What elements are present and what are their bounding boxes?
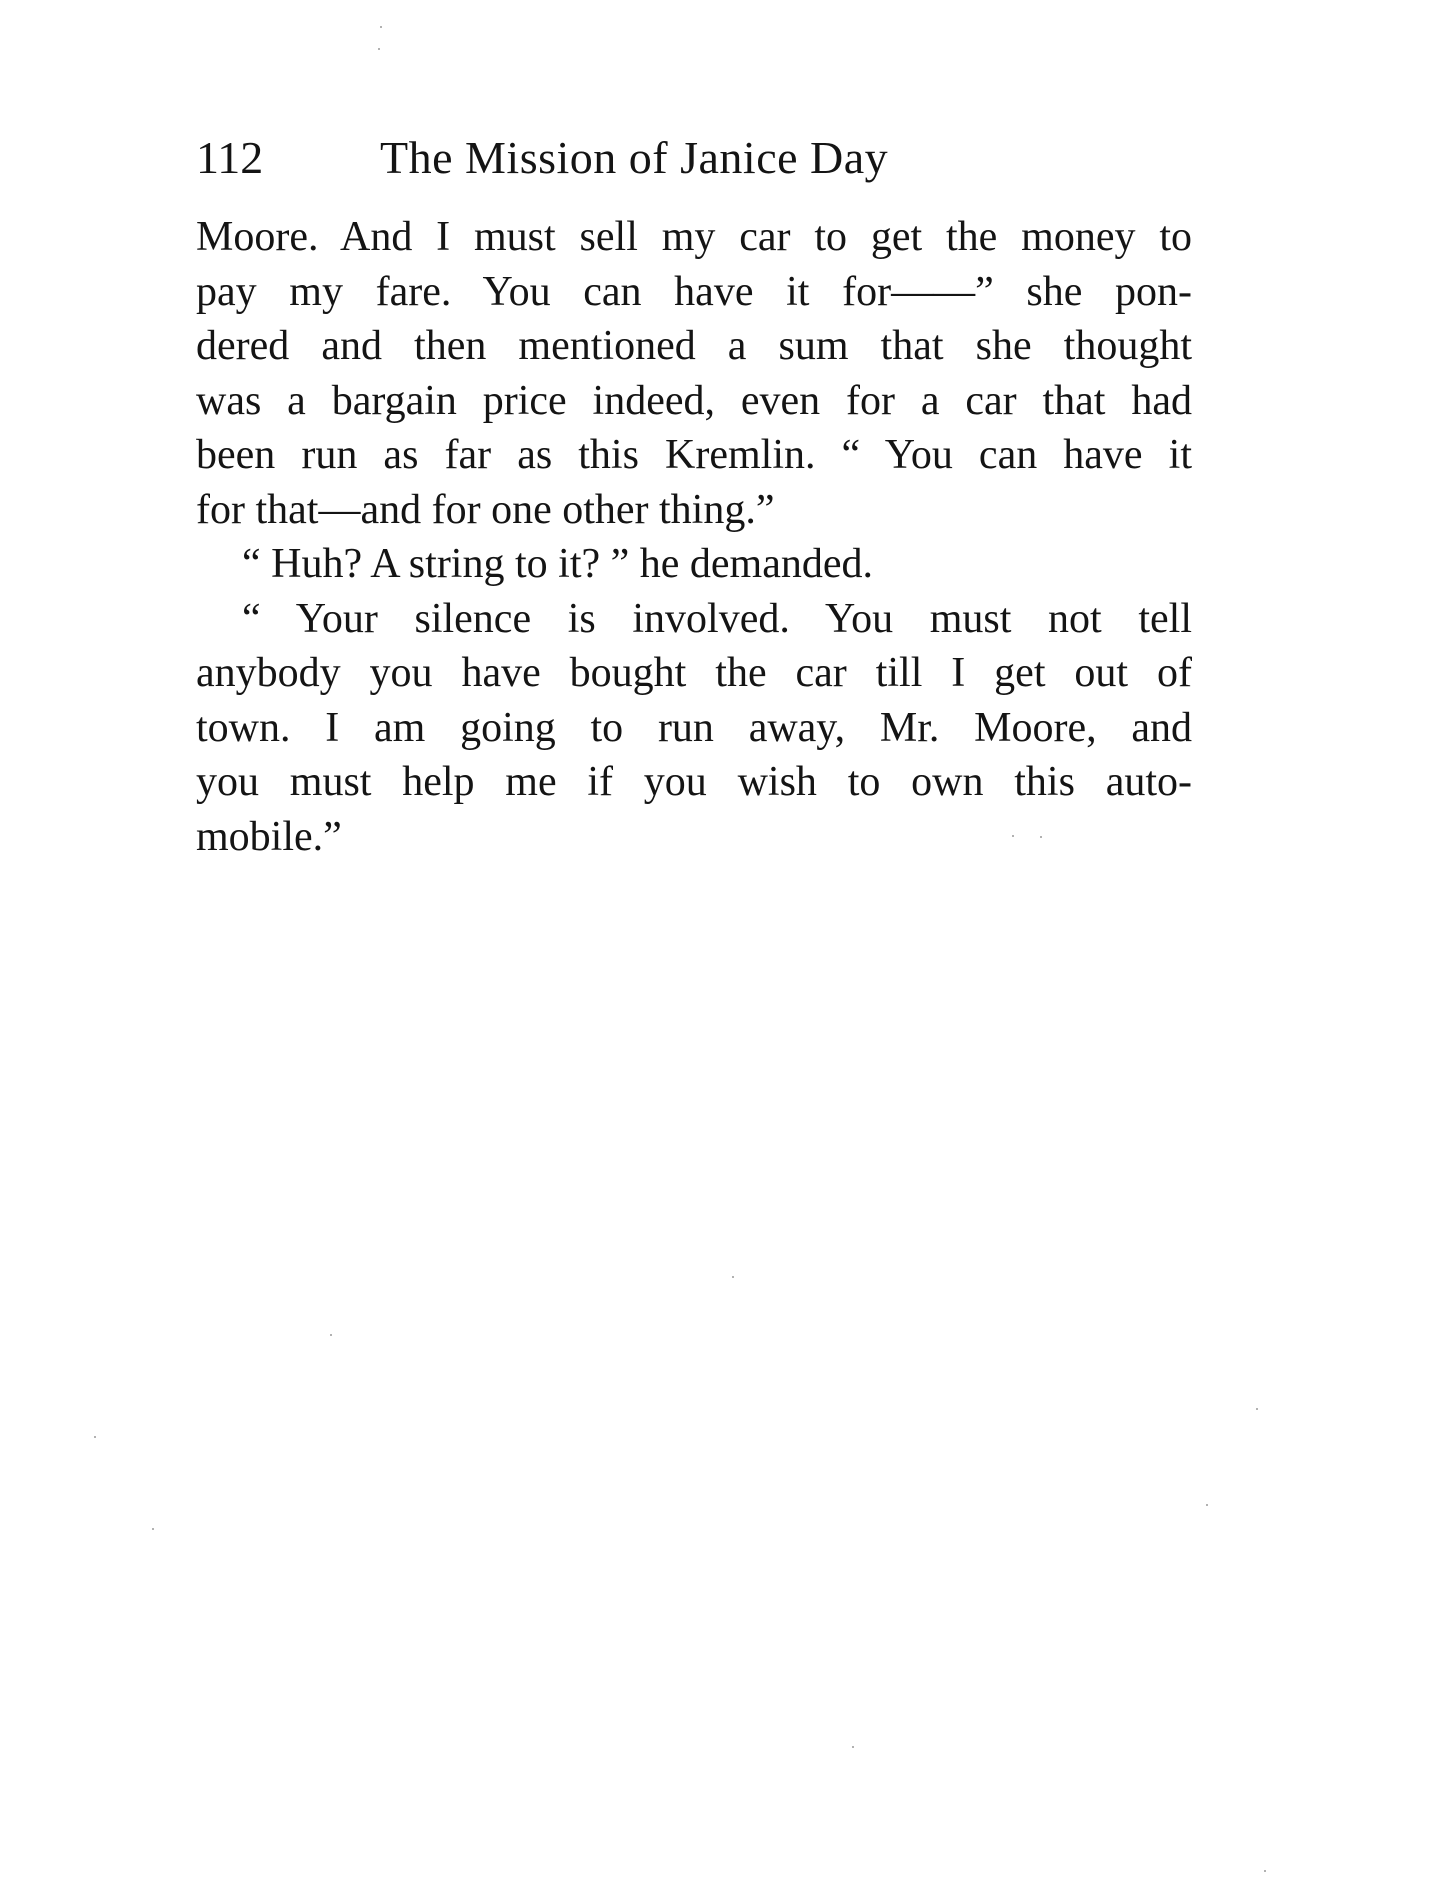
scan-speck bbox=[1040, 836, 1042, 838]
scan-speck bbox=[380, 26, 382, 28]
scan-speck bbox=[1264, 1870, 1266, 1872]
scan-speck bbox=[1256, 1408, 1258, 1410]
text-line: you must help me if you wish to own this auto- bbox=[196, 759, 1192, 805]
text-line: for that—and for one other thing.” bbox=[196, 486, 775, 533]
scan-speck bbox=[330, 1334, 332, 1336]
scan-speck bbox=[1206, 1504, 1208, 1506]
text-line: dered and then mentioned a sum that she thought bbox=[196, 323, 1192, 369]
page-number: 112 bbox=[196, 132, 264, 183]
scan-speck bbox=[378, 48, 380, 50]
running-head bbox=[196, 128, 1196, 188]
scan-speck bbox=[152, 1528, 154, 1530]
text-line: “ Huh? A string to it? ” he demanded. bbox=[242, 541, 874, 587]
text-line: “ Your silence is involved. You must not tell bbox=[242, 595, 1192, 642]
scan-speck bbox=[1012, 835, 1014, 837]
text-line: been run as far as this Kremlin. “ You can have it bbox=[196, 432, 1192, 478]
text-line: anybody you have bought the car till I get out of bbox=[196, 650, 1192, 696]
text-line: mobile.” bbox=[196, 813, 342, 860]
body-text bbox=[196, 210, 1192, 864]
text-line: town. I am going to run away, Mr. Moore, and bbox=[196, 704, 1192, 751]
scan-speck bbox=[852, 1746, 854, 1748]
text-line: was a bargain price indeed, even for a car that had bbox=[196, 377, 1192, 424]
running-title: The Mission of Janice Day bbox=[380, 132, 889, 183]
scan-speck bbox=[94, 1436, 96, 1438]
text-line: Moore. And I must sell my car to get the money to bbox=[196, 214, 1192, 260]
text-line: pay my fare. You can have it for——” she pon- bbox=[196, 268, 1192, 315]
scan-speck bbox=[732, 1276, 734, 1278]
